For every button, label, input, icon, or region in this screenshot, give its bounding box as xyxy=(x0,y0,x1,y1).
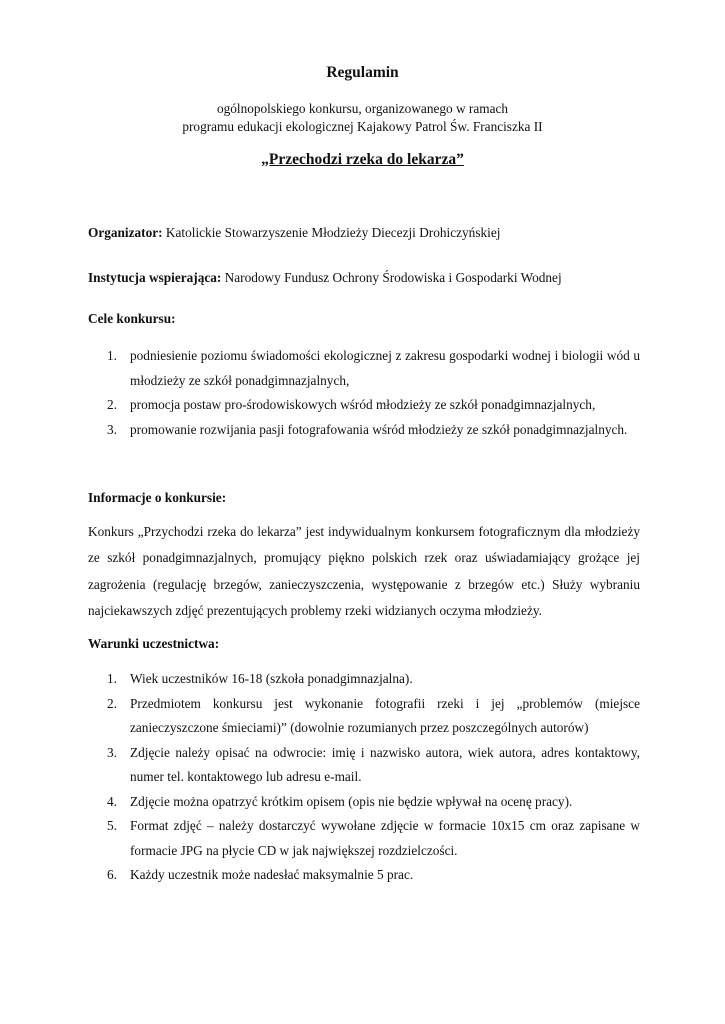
document-subtitle-line-1: ogólnopolskiego konkursu, organizowanego w ramach xyxy=(216,101,509,116)
list-item-number: 3. xyxy=(107,421,117,437)
list-item-number: 2. xyxy=(107,397,117,412)
supporter-value: Narodowy Fundusz Ochrony Środowiska i Gospodarki Wodnej xyxy=(224,270,562,285)
contest-title-text: „Przechodzi rzeka do lekarza” xyxy=(261,151,464,168)
list-item-text: Przedmiotem konkursu jest wykonanie fotografii rzeki i jej „problemów (miejsce zanieczyszczone śmieciami)” (dowolnie rozumianych przez poszczególnych autorów) xyxy=(130,695,640,735)
list-item xyxy=(88,814,640,863)
list-item-number: 1. xyxy=(107,671,117,686)
list-item-number: 4. xyxy=(107,793,117,809)
list-item-text: Zdjęcie należy opisać na odwrocie: imię i nazwisko autora, wiek autora, adres kontaktowy, numer tel. kontaktowego lub adresu e-mail. xyxy=(130,744,640,784)
goals-heading: Cele konkursu: xyxy=(88,311,176,326)
organizer-line xyxy=(88,225,640,241)
list-item-text: promowanie rozwijania pasji fotografowania wśród młodzieży ze szkół ponadgimnazjalnych. xyxy=(130,421,628,437)
list-item-number: 2. xyxy=(107,695,117,711)
contest-title xyxy=(0,151,725,169)
info-paragraph: Konkurs „Przychodzi rzeka do lekarza” jest indywidualnym konkursem fotograficznym dla młodzieży ze szkół ponadgimnazjalnych, promujący piękno polskich rzek oraz uświadamiający grożące jej zagrożenia (regulację brzegów, zanieczyszczenia, występowanie z brzegów etc.) Służy wybraniu najciekawszych zdjęć prezentujących problemy rzeki widzianych oczyma młodzieży. xyxy=(88,524,640,619)
document-subtitle-line-2: programu edukacji ekologicznej Kajakowy Patrol Św. Franciszka II xyxy=(182,119,543,134)
list-item xyxy=(88,667,640,692)
list-item xyxy=(88,863,640,888)
organizer-value: Katolickie Stowarzyszenie Młodzieży Diecezji Drohiczyńskiej xyxy=(165,225,501,240)
list-item-text: Format zdjęć – należy dostarczyć wywołane zdjęcie w formacie 10x15 cm oraz zapisane w formacie JPG na płycie CD w jak największej rozdzielczości. xyxy=(130,818,640,858)
supporter-label: Instytucja wspierająca: xyxy=(88,270,222,285)
organizer-label: Organizator: xyxy=(88,225,163,240)
list-item xyxy=(88,692,640,741)
conditions-list xyxy=(88,667,640,888)
list-item-text: podniesienie poziomu świadomości ekologicznej z zakresu gospodarki wodnej i biologii wód u młodzieży ze szkół ponadgimnazjalnych, xyxy=(130,348,640,388)
info-heading: Informacje o konkursie: xyxy=(88,490,227,505)
list-item-number: 1. xyxy=(107,348,117,363)
supporter-line xyxy=(88,270,640,286)
list-item-number: 6. xyxy=(107,867,117,882)
list-item-text: promocja postaw pro-środowiskowych wśród młodzieży ze szkół ponadgimnazjalnych, xyxy=(130,397,596,412)
list-item-number: 5. xyxy=(107,818,117,833)
list-item-text: Zdjęcie można opatrzyć krótkim opisem (opis nie będzie wpływał na ocenę pracy). xyxy=(130,793,573,809)
list-item-text: Wiek uczestników 16-18 (szkoła ponadgimnazjalna). xyxy=(130,671,413,686)
list-item xyxy=(88,393,640,418)
list-item-number: 3. xyxy=(107,744,117,760)
document-title: Regulamin xyxy=(326,64,399,81)
list-item-text: Każdy uczestnik może nadesłać maksymalnie 5 prac. xyxy=(130,867,414,882)
conditions-heading: Warunki uczestnictwa: xyxy=(88,636,220,651)
list-item xyxy=(88,790,640,815)
list-item xyxy=(88,344,640,393)
list-item xyxy=(88,741,640,790)
goals-list xyxy=(88,344,640,442)
list-item xyxy=(88,418,640,443)
